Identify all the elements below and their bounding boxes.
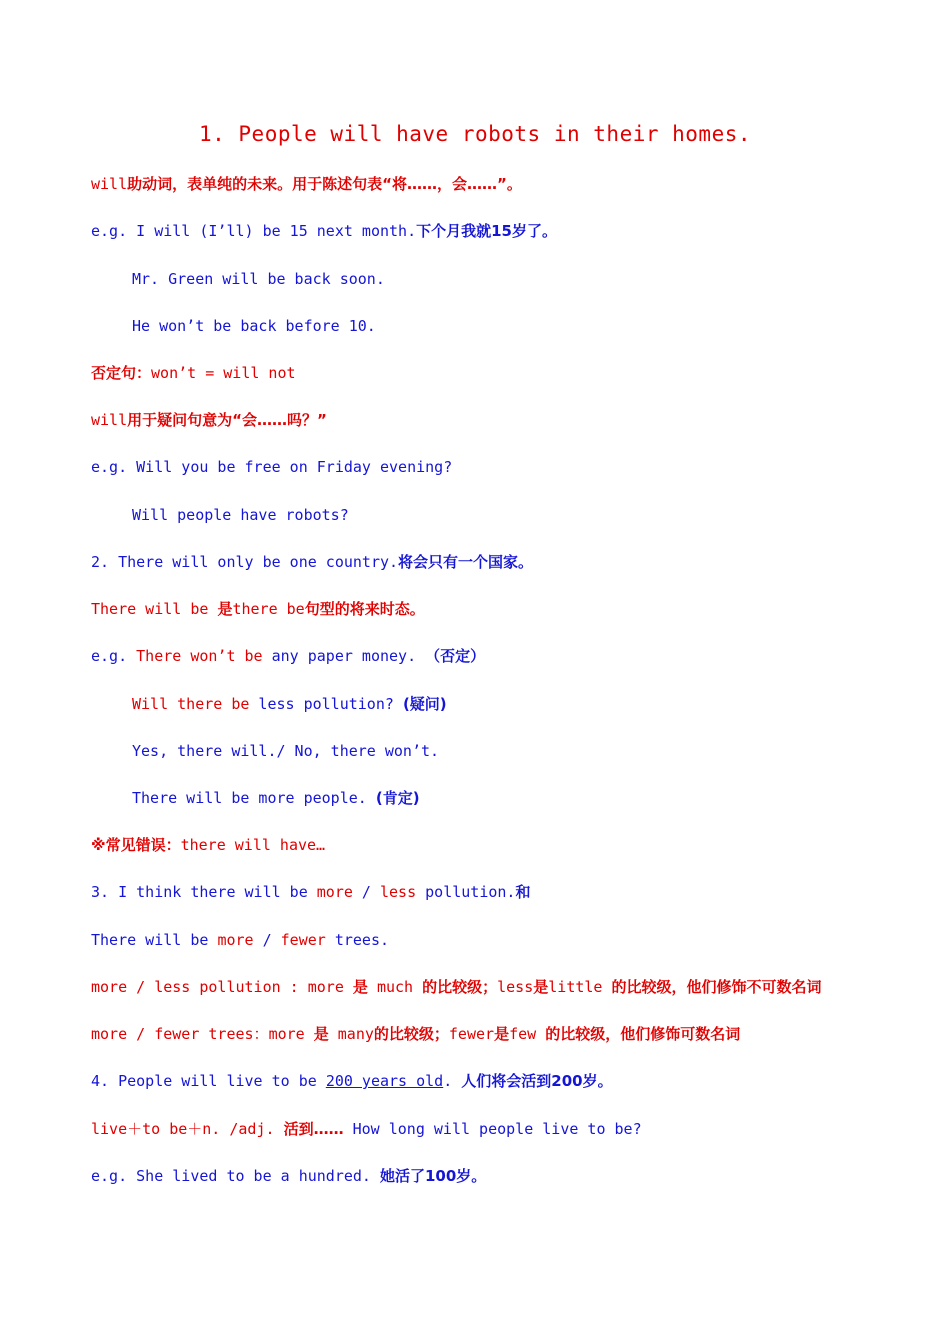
text: There won’t be xyxy=(136,647,263,665)
example-line xyxy=(91,457,452,477)
text: Will there be xyxy=(132,695,250,713)
text: much xyxy=(367,978,423,996)
text: 3. I think there will be xyxy=(91,883,317,901)
text: 是 xyxy=(313,1025,329,1043)
text: 将会只有一个国家。 xyxy=(398,553,534,571)
text: How long will people live to be? xyxy=(343,1120,642,1138)
text: more xyxy=(316,883,353,901)
text: / xyxy=(253,931,281,949)
note-there-will-be xyxy=(91,599,425,619)
text: 4. People will live to be xyxy=(91,1072,326,1090)
text: Mr. Green will be back soon. xyxy=(132,270,385,288)
text: 下个月我就15岁了。 xyxy=(416,222,557,240)
text: pollution. xyxy=(416,883,516,901)
text: ※常见错误： xyxy=(91,836,181,854)
text: 是 xyxy=(352,978,368,996)
text: more xyxy=(268,1025,314,1043)
note-more-less xyxy=(91,977,822,997)
text: (疑问) xyxy=(402,695,447,713)
note-more-fewer xyxy=(91,1024,740,1044)
text: little xyxy=(548,978,612,996)
text: 是 xyxy=(494,1025,510,1043)
text: won’t = will not xyxy=(151,364,296,382)
text: 和 xyxy=(515,883,531,901)
example-line xyxy=(91,221,557,241)
example-line xyxy=(132,694,447,714)
text: He won’t be back before 10. xyxy=(132,317,376,335)
text: less pollution? xyxy=(249,695,403,713)
heading-2 xyxy=(91,552,533,572)
example-line xyxy=(91,930,389,950)
text: e.g. xyxy=(91,647,137,665)
note-will-auxiliary xyxy=(91,174,522,194)
example-line xyxy=(91,1166,486,1186)
example-line xyxy=(132,269,385,289)
text: will xyxy=(91,411,128,429)
text: less xyxy=(380,883,417,901)
text: 用于疑问句意为“会……吗？” xyxy=(127,411,327,429)
text: 的比较级，他们修饰不可数名词 xyxy=(611,978,822,996)
text: / xyxy=(352,883,380,901)
heading-3 xyxy=(91,882,530,902)
text: live＋to be＋n. /adj. xyxy=(91,1120,284,1138)
example-line xyxy=(132,316,376,336)
text: (肯定) xyxy=(375,789,420,807)
text: fewer xyxy=(280,931,326,949)
text: more / fewer trees： xyxy=(91,1025,269,1043)
note-common-error xyxy=(91,835,325,855)
text: 的比较级； xyxy=(422,978,498,996)
text: 是 xyxy=(217,600,233,618)
text: will xyxy=(91,175,128,193)
text: there will have… xyxy=(180,836,326,854)
text: There will be xyxy=(91,600,218,618)
text: Yes, there will./ No, there won’t. xyxy=(132,742,440,760)
text: e.g. Will you be free on Friday evening? xyxy=(91,458,453,476)
note-question xyxy=(91,410,327,430)
text: few xyxy=(509,1025,546,1043)
text: There will be more people. xyxy=(132,789,376,807)
text: 她活了100岁。 xyxy=(379,1167,487,1185)
note-live-to-be xyxy=(91,1119,642,1139)
text: trees. xyxy=(325,931,390,949)
text: 人们将会活到200岁。 xyxy=(461,1072,613,1090)
text: any paper money. xyxy=(262,647,426,665)
text: . xyxy=(443,1072,462,1090)
text: 否定句： xyxy=(91,364,152,382)
text: 助动词，表单纯的未来。用于陈述句表“将……，会……”。 xyxy=(127,175,522,193)
example-line xyxy=(132,741,439,761)
text: 的比较级，他们修饰可数名词 xyxy=(545,1025,741,1043)
text: there be xyxy=(232,600,305,618)
text: fewer xyxy=(448,1025,495,1043)
example-line xyxy=(91,646,485,666)
text: less xyxy=(497,978,534,996)
text: many xyxy=(328,1025,374,1043)
text: e.g. I will (I’ll) be 15 next month. xyxy=(91,222,417,240)
underlined-phrase: 200 years old xyxy=(325,1072,444,1090)
heading-1: 1. People will have robots in their homes. xyxy=(198,122,751,146)
text: 是 xyxy=(533,978,549,996)
example-line xyxy=(132,505,349,525)
note-negative xyxy=(91,363,296,383)
text: 句型的将来时态。 xyxy=(304,600,425,618)
heading-4 xyxy=(91,1071,613,1091)
text: more / less pollution : more xyxy=(91,978,353,996)
example-line xyxy=(132,788,420,808)
text: more xyxy=(217,931,254,949)
text: 2. There will only be one country. xyxy=(91,553,399,571)
text: Will people have robots? xyxy=(132,506,349,524)
text: e.g. She lived to be a hundred. xyxy=(91,1167,380,1185)
text: There will be xyxy=(91,931,218,949)
text: 活到…… xyxy=(283,1120,344,1138)
text: 的比较级； xyxy=(373,1025,449,1043)
text: （否定） xyxy=(425,647,486,665)
